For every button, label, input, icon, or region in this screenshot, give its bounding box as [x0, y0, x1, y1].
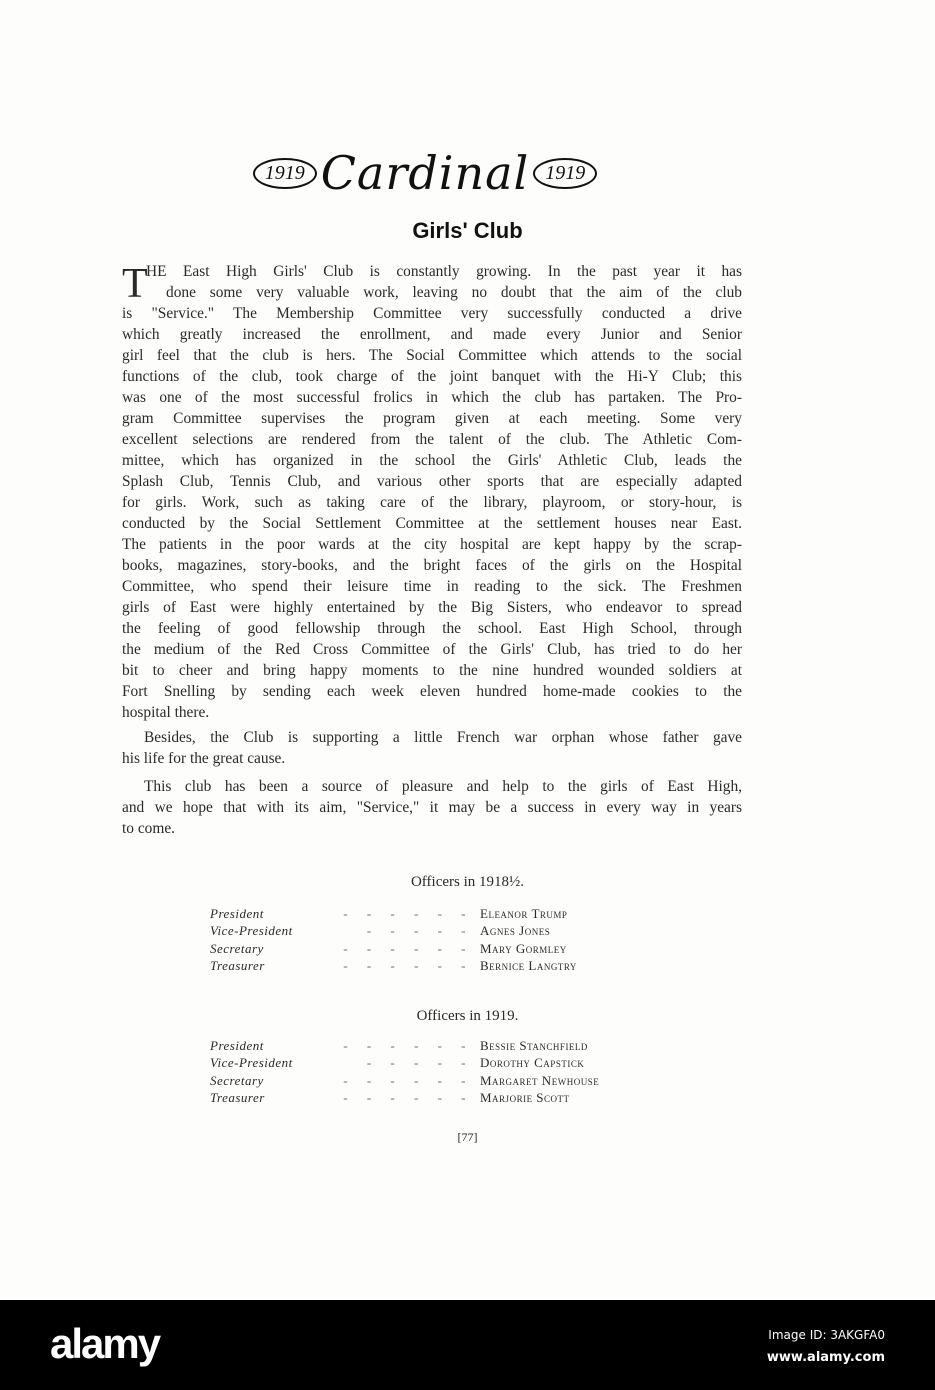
officer-name: Dorothy Capstick: [480, 1055, 585, 1071]
leader-dashes: - - - - - -: [343, 905, 466, 921]
image-id: Image ID: 3AKGFA0: [768, 1328, 885, 1342]
text-line: his life for the great cause.: [122, 750, 286, 767]
officer-role-label: President: [210, 905, 264, 921]
officers-1919-list: [210, 1037, 630, 1107]
paragraph-3: [122, 776, 742, 839]
officer-role: [210, 1038, 480, 1054]
leader-dashes: - - - - -: [366, 1055, 466, 1071]
officer-name: Bessie Stanchfield: [480, 1037, 588, 1053]
text-line: bit to cheer and bring happy moments to the nine hundred wounded soldiers at: [122, 662, 742, 679]
leader-dashes: - - - - - -: [343, 1090, 466, 1106]
masthead-title: Cardinal: [320, 146, 530, 200]
text-line: hospital there.: [122, 704, 210, 721]
officer-row: [210, 958, 630, 976]
officer-role: [210, 1073, 480, 1089]
text-line: mittee, which has organized in the school the Girls' Athletic Club, leads the: [122, 452, 742, 469]
officer-row: [210, 1055, 630, 1073]
leader-dashes: - - - - - -: [343, 1072, 466, 1088]
text-line: Fort Snelling by sending each week eleven hundred home-made cookies to the: [122, 683, 742, 700]
text-line: This club has been a source of pleasure and help to the girls of East High,: [144, 778, 742, 795]
text-line: was one of the most successful frolics in which the club has partaken. The Pro-: [122, 389, 742, 406]
page-title: Girls' Club: [412, 218, 523, 243]
officer-name: Eleanor Trump: [480, 905, 568, 921]
officer-role: [210, 1090, 480, 1106]
officer-name: Bernice Langtry: [480, 958, 577, 974]
officer-role-label: President: [210, 1037, 264, 1053]
text-line: girl feel that the club is hers. The Social Committee which attends to the social: [122, 347, 742, 364]
officer-role-label: Treasurer: [210, 1090, 265, 1106]
officer-role-label: Secretary: [210, 940, 264, 956]
leader-dashes: - - - - -: [366, 923, 466, 939]
text-line: the feeling of good fellowship through the school. East High School, through: [122, 620, 742, 637]
year-oval-left: 1919: [253, 158, 317, 189]
text-line: HE East High Girls' Club is constantly growing. In the past year it has: [146, 263, 742, 280]
text-line: which greatly increased the enrollment, and made every Junior and Senior: [122, 326, 742, 343]
text-line: conducted by the Social Settlement Committee at the settlement houses near East.: [122, 515, 742, 532]
officer-name: Agnes Jones: [480, 923, 551, 939]
masthead-logo: [195, 148, 655, 198]
officer-role-label: Secretary: [210, 1072, 264, 1088]
officer-name: Mary Gormley: [480, 940, 567, 956]
officer-name: Margaret Newhouse: [480, 1072, 600, 1088]
page-number: [77]: [457, 1130, 478, 1144]
leader-dashes: - - - - - -: [343, 958, 466, 974]
officers-1918-list: [210, 905, 630, 975]
text-line: for girls. Work, such as taking care of the library, playroom, or story-hour, is: [122, 494, 742, 511]
year-oval-right: 1919: [533, 158, 597, 189]
text-line: The patients in the poor wards at the city hospital are kept happy by the scrap-: [122, 536, 742, 553]
text-line: gram Committee supervises the program given at each meeting. Some very: [122, 410, 742, 427]
leader-dashes: - - - - - -: [343, 1037, 466, 1053]
text-line: Splash Club, Tennis Club, and various other sports that are especially adapted: [122, 473, 742, 490]
officer-row: [210, 1072, 630, 1090]
officer-role: [210, 1055, 480, 1071]
officer-name: Marjorie Scott: [480, 1090, 570, 1106]
text-line: done some very valuable work, leaving no doubt that the aim of the club: [166, 284, 742, 301]
officer-row: [210, 923, 630, 941]
text-line: books, magazines, story-books, and the bright faces of the girls on the Hospital: [122, 557, 742, 574]
officer-role-label: Vice-President: [210, 923, 293, 939]
officer-row: [210, 940, 630, 958]
officer-role-label: Treasurer: [210, 958, 265, 974]
text-line: and we hope that with its aim, "Service," it may be a success in every way in years: [122, 799, 742, 816]
officer-role: [210, 958, 480, 974]
text-line: the medium of the Red Cross Committee of the Girls' Club, has tried to do her: [122, 641, 742, 658]
watermark-banner: [0, 1300, 935, 1390]
text-line: Besides, the Club is supporting a little French war orphan whose father gave: [144, 729, 742, 746]
drop-cap: T: [122, 261, 148, 307]
text-line: excellent selections are rendered from the talent of the club. The Athletic Com-: [122, 431, 742, 448]
officer-role-label: Vice-President: [210, 1055, 293, 1071]
leader-dashes: - - - - - -: [343, 940, 466, 956]
officer-row: [210, 1037, 630, 1055]
officer-role: [210, 923, 480, 939]
officer-row: [210, 905, 630, 923]
paragraph-1: [122, 261, 742, 723]
officer-role: [210, 941, 480, 957]
officer-row: [210, 1090, 630, 1108]
officers-1918-heading: Officers in 1918½.: [410, 874, 525, 890]
text-line: is "Service." The Membership Committee very successfully conducted a drive: [122, 305, 742, 322]
officers-1919-heading: Officers in 1919.: [416, 1008, 519, 1024]
text-line: to come.: [122, 820, 175, 837]
alamy-logo: alamy: [50, 1320, 160, 1367]
text-line: girls of East were highly entertained by the Big Sisters, who endeavor to spread: [122, 599, 742, 616]
text-line: Committee, who spend their leisure time in reading to the sick. The Freshmen: [122, 578, 742, 595]
officer-role: [210, 906, 480, 922]
paragraph-2: [122, 727, 742, 769]
watermark-url: www.alamy.com: [766, 1350, 885, 1365]
text-line: functions of the club, took charge of the joint banquet with the Hi-Y Club; this: [122, 368, 742, 385]
